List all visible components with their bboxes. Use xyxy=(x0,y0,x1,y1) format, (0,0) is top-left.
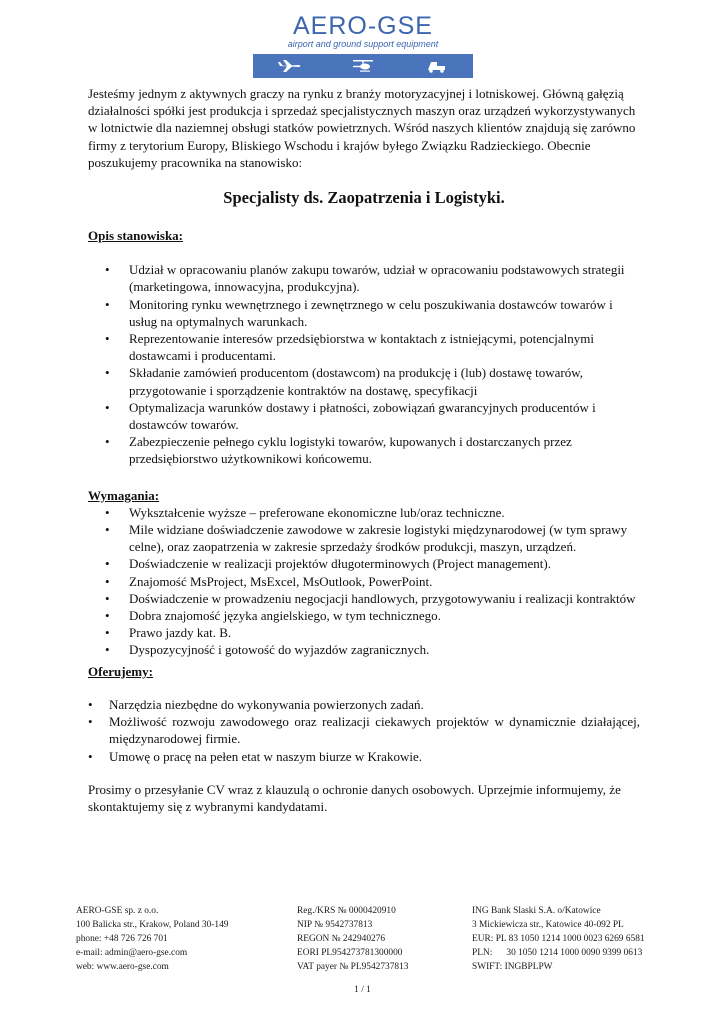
list-item: • Umowę o pracę na pełen etat w naszym biurze w Krakowie. xyxy=(88,748,640,765)
list-item: • Mile widziane doświadczenie zawodowe w zakresie logistyki międzynarodowej (w tym sprawy celne), oraz zaopatrzenia w zakresie sprzedaży środków produkcji, maszyn, urządzeń. xyxy=(88,521,640,555)
footer-bank-details xyxy=(472,904,645,974)
logo-icon-bar xyxy=(253,54,473,78)
job-title: Specjalisty ds. Zaopatrzenia i Logistyki. xyxy=(223,188,505,208)
company-address: 100 Balicka str., Krakow, Poland 30-149 xyxy=(76,920,229,930)
list-item: • Doświadczenie w realizacji projektów długoterminowych (Project management). xyxy=(88,555,640,572)
list-item: • Zabezpieczenie pełnego cyklu logistyki towarów, kupowanych i dostarczanych przez przedsiębiorstwo użytkownikowi końcowemu. xyxy=(88,433,640,467)
description-heading: Opis stanowiska: xyxy=(88,228,183,244)
eori-number: EORI PL954273781300000 xyxy=(297,948,403,958)
airplane-icon xyxy=(277,58,303,74)
vat-number: VAT payer № PL9542737813 xyxy=(297,962,409,972)
eur-account: EUR: PL 83 1050 1214 1000 0023 6269 6581 xyxy=(472,934,645,944)
company-email: e-mail: admin@aero-gse.com xyxy=(76,948,188,958)
list-item: • Monitoring rynku wewnętrznego i zewnętrznego w celu poszukiwania dostawców towarów i usług na optymalnych warunkach. xyxy=(88,296,640,330)
intro-paragraph: Jesteśmy jednym z aktywnych graczy na rynku z branży motoryzacyjnej i lotniskowej. Główną gałęzią działalności spółki jest produkcja i sprzedaż specjalistycznych maszyn oraz urządzeń wykorzystywanych w lotnictwie dla naziemnej obsługi statków powietrznych. Wśród naszych klientów znajdują się zarówno firmy z terytorium Europy, Bliskiego Wschodu i krajów byłego Związku Radzieckiego. Obecnie poszukujemy pracownika na stanowisko: xyxy=(88,86,636,170)
requirements-list xyxy=(88,504,640,659)
swift-code: SWIFT: INGBPLPW xyxy=(472,962,553,972)
footer-registry-details xyxy=(297,904,408,974)
company-phone: phone: +48 726 726 701 xyxy=(76,934,168,944)
offer-list xyxy=(88,696,640,765)
list-item: • Doświadczenie w prowadzeniu negocjacji handlowych, przygotowywaniu i realizacji kontraktów xyxy=(88,590,640,607)
list-item: • Reprezentowanie interesów przedsiębiorstwa w kontaktach z istniejącymi, potencjalnymi dostawcami i producentami. xyxy=(88,330,640,364)
list-item: • Znajomość MsProject, MsExcel, MsOutlook, PowerPoint. xyxy=(88,573,640,590)
footer-company-details xyxy=(76,904,229,974)
list-item: • Udział w opracowaniu planów zakupu towarów, udział w opracowaniu podstawowych strategii (marketingowa, innowacyjna, produkcyjna). xyxy=(88,261,640,295)
company-logo xyxy=(251,10,475,70)
nip-number: NIP № 9542737813 xyxy=(297,920,373,930)
list-item: • Prawo jazdy kat. B. xyxy=(88,624,640,641)
list-item: • Dyspozycyjność i gotowość do wyjazdów zagranicznych. xyxy=(88,641,640,658)
ground-vehicle-icon xyxy=(423,58,449,74)
description-list xyxy=(88,261,640,467)
helicopter-icon xyxy=(350,58,376,74)
bank-address: 3 Mickiewicza str., Katowice 40-092 PL xyxy=(472,920,624,930)
list-item: • Składanie zamówień producentom (dostawcom) na produkcję i (lub) dostawę towarów, przygotowanie i sporządzenie kontraktów na dostawę, specyfikacji xyxy=(88,364,640,398)
offer-heading: Oferujemy: xyxy=(88,663,153,679)
page-number: 1 / 1 xyxy=(354,985,371,995)
pln-account: PLN: 30 1050 1214 1000 0090 9399 0613 xyxy=(472,948,643,958)
list-item: • Narzędzia niezbędne do wykonywania powierzonych zadań. xyxy=(88,696,640,713)
requirements-heading: Wymagania: xyxy=(88,487,160,503)
bank-name: ING Bank Slaski S.A. o/Katowice xyxy=(472,906,601,916)
list-item: • Możliwość rozwoju zawodowego oraz realizacji ciekawych projektów w dynamicznie działającej, międzynarodowej firmie. xyxy=(88,713,640,747)
logo-tagline: airport and ground support equipment xyxy=(287,39,439,49)
list-item: • Dobra znajomość języka angielskiego, w tym technicznego. xyxy=(88,607,640,624)
company-name: AERO-GSE sp. z o.o. xyxy=(76,906,159,916)
company-web: web: www.aero-gse.com xyxy=(76,962,169,972)
logo-brand: AERO-GSE xyxy=(293,12,433,40)
krs-number: Reg./KRS № 0000420910 xyxy=(297,906,396,916)
list-item: • Optymalizacja warunków dostawy i płatności, zobowiązań gwarancyjnych producentów i dostawców towarów. xyxy=(88,399,640,433)
document-body xyxy=(88,85,640,815)
list-item: • Wykształcenie wyższe – preferowane ekonomiczne lub/oraz techniczne. xyxy=(88,504,640,521)
regon-number: REGON № 242940276 xyxy=(297,934,386,944)
closing-paragraph: Prosimy o przesyłanie CV wraz z klauzulą o ochronie danych osobowych. Uprzejmie informujemy, że skontaktujemy się z wybranymi kandydatami. xyxy=(88,781,621,814)
